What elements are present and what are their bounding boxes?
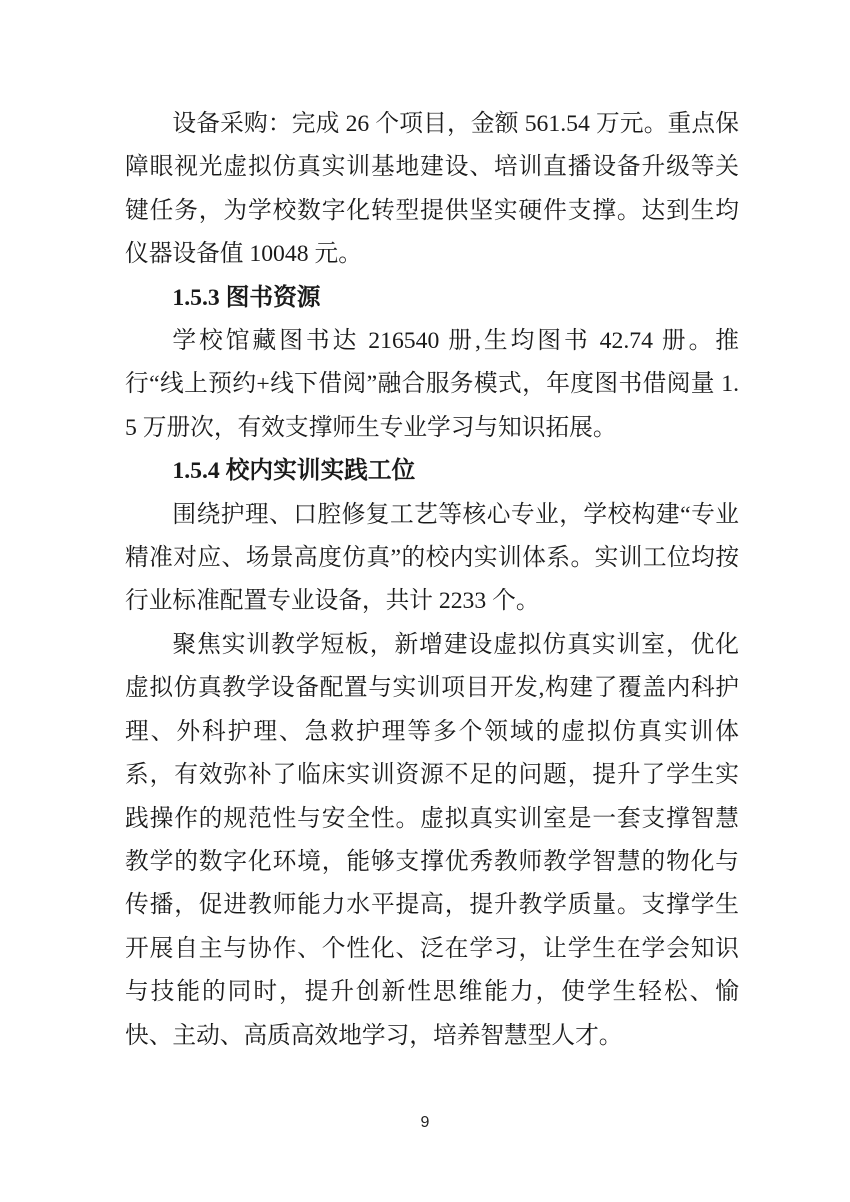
heading-1-5-3-library-resources: 1.5.3 图书资源 bbox=[172, 284, 321, 311]
paragraph-training-stations: 围绕护理、口腔修复工艺等核心专业，学校构建“专业精准对应、场景高度仿真”的校内实训体系。实训工位均按行业标准配置专业设备，共计 2233 个。 bbox=[125, 501, 739, 615]
page-footer bbox=[0, 1112, 850, 1134]
page-number: 9 bbox=[420, 1114, 430, 1131]
paragraph-virtual-simulation-training: 聚焦实训教学短板，新增建设虚拟仿真实训室，优化虚拟仿真教学设备配置与实训项目开发,构建了覆盖内科护理、外科护理、急救护理等多个领域的虚拟仿真实训体系，有效弥补了临床实训资源不足的问题，提升了学生实践操作的规范性与安全性。虚拟真实训室是一套支撑智慧教学的数字化环境，能够支撑优秀教师教学智慧的物化与传播，促进教师能力水平提高，提升教学质量。支撑学生开展自主与协作、个性化、泛在学习，让学生在学会知识与技能的同时，提升创新性思维能力，使学生轻松、愉快、主动、高质高效地学习，培养智慧型人才。 bbox=[125, 631, 739, 1049]
paragraph-library-resources: 学校馆藏图书达 216540 册,生均图书 42.74 册。推行“线上预约+线下借阅”融合服务模式，年度图书借阅量 1.5 万册次，有效支撑师生专业学习与知识拓展。 bbox=[125, 328, 739, 441]
document-body bbox=[125, 103, 739, 1058]
paragraph-equipment-procurement: 设备采购：完成 26 个项目，金额 561.54 万元。重点保障眼视光虚拟仿真实训基地建设、培训直播设备升级等关键任务，为学校数字化转型提供坚实硬件支撑。达到生均仪器设备值 10048 元。 bbox=[125, 111, 739, 268]
heading-1-5-4-training-stations: 1.5.4 校内实训实践工位 bbox=[172, 458, 416, 485]
